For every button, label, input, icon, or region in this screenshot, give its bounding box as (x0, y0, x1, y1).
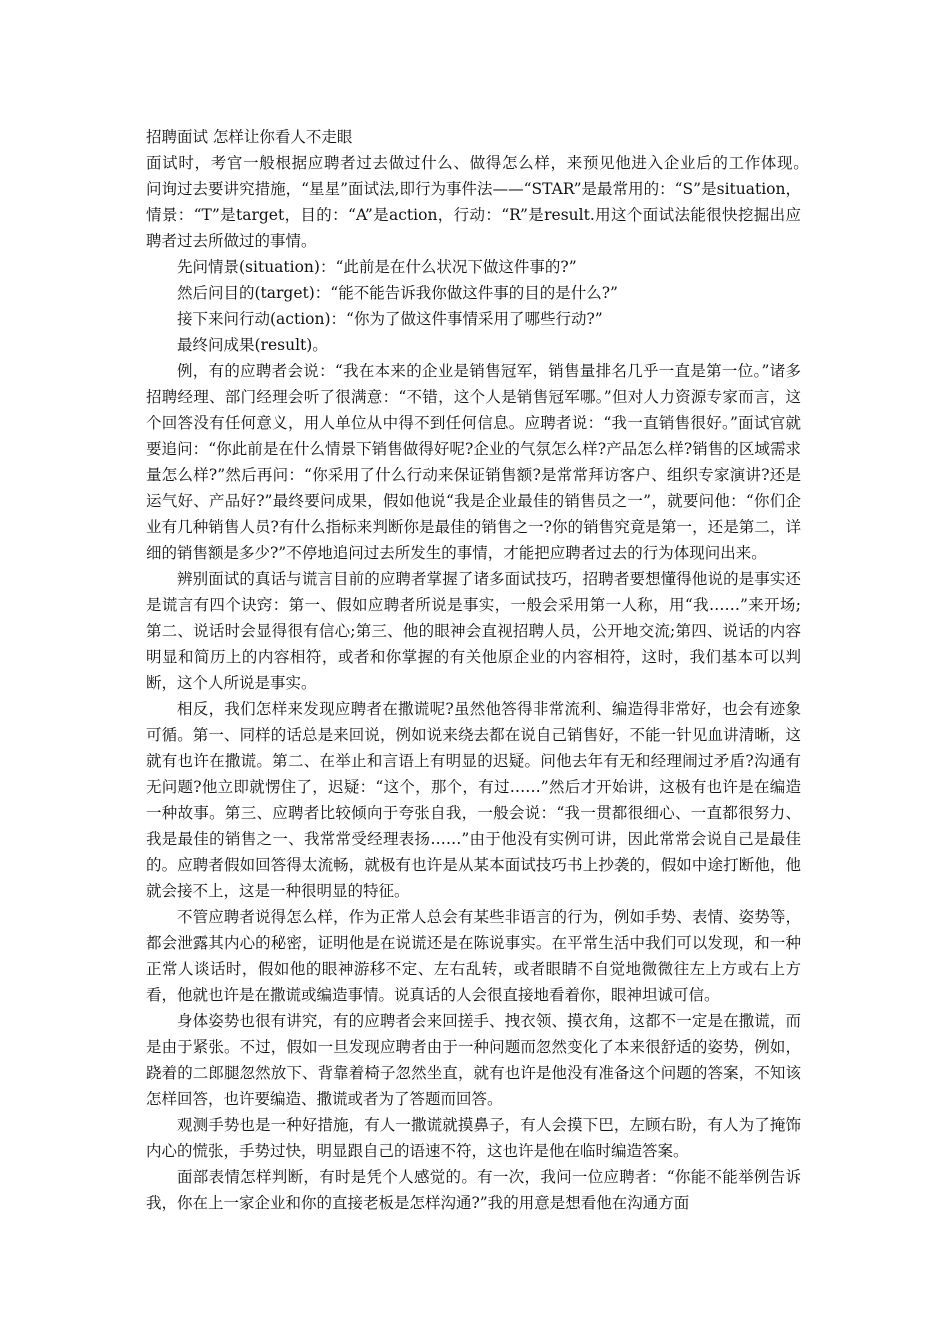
paragraph-target: 然后问目的(target)：“能不能告诉我你做这件事的目的是什么?” (177, 284, 618, 302)
document-page (146, 124, 833, 1216)
paragraph-situation: 先问情景(situation)：“此前是在什么状况下做这件事的?” (177, 258, 577, 276)
paragraph-intro: 面试时，考官一般根据应聘者过去做过什么、做得怎么样，来预见他进入企业后的工作体现。 问询过去要讲究措施，“星星”面试法,即行为事件法——“STAR”是最常用的：“S”是situation，情景：“T”是target，目的：“A”是action，行动：“R”是result.用这个面试法能很快挖掘出应聘者过去所做过的事情。 (146, 154, 833, 250)
paragraph-example: 例，有的应聘者会说：“我在本来的企业是销售冠军，销售量排名几乎一直是第一位。”诸多招聘经理、部门经理会听了很满意：“不错，这个人是销售冠军哪。”但对人力资源专家而言，这个回答没有任何意义，用人单位从中得不到任何信息。应聘者说：“我一直销售很好。”面试官就要追问：“你此前是在什么情景下销售做得好呢?企业的气氛怎么样?产品怎么样?销售的区域需求量怎么样?”然后再问：“你采用了什么行动来保证销售额?是常常拜访客户、组织专家演讲?还是运气好、产品好?”最终要问成果，假如他说“我是企业最佳的销售员之一”，就要问他：“你们企业有几种销售人员?有什么指标来判断你是最佳的销售之一?你的销售究竟是第一，还是第二，详细的销售额是多少?”不停地追问过去所发生的事情，才能把应聘者过去的行为体现问出来。 (146, 362, 801, 562)
paragraph-facial-expression: 面部表情怎样判断，有时是凭个人感觉的。有一次，我问一位应聘者：“你能不能举例告诉我，你在上一家企业和你的直接老板是怎样沟通?”我的用意是想看他在沟通方面 (146, 1168, 801, 1212)
document-title: 招聘面试 怎样让你看人不走眼 (146, 128, 353, 146)
paragraph-detect-lies: 相反，我们怎样来发现应聘者在撒谎呢?虽然他答得非常流利、编造得非常好，也会有迹象可循。第一、同样的话总是来回说，例如说来绕去都在说自己销售好，不能一针见血讲清晰，这就有也许在撒谎。第二、在举止和言语上有明显的迟疑。问他去年有无和经理闹过矛盾?沟通有无问题?他立即就愣住了，迟疑：“这个，那个，有过……”然后才开始讲，这极有也许是在编造一种故事。第三、应聘者比较倾向于夸张自我，一般会说：“我一贯都很细心、一直都很努力、我是最佳的销售之一、我常常受经理表扬……”由于他没有实例可讲，因此常常会说自己是最佳的。应聘者假如回答得太流畅，就极有也许是从某本面试技巧书上抄袭的，假如中途打断他，他就会接不上，这是一种很明显的特征。 (146, 700, 801, 900)
paragraph-result: 最终问成果(result)。 (177, 336, 328, 354)
paragraph-nonverbal: 不管应聘者说得怎么样，作为正常人总会有某些非语言的行为，例如手势、表情、姿势等，都会泄露其内心的秘密，证明他是在说谎还是在陈说事实。在平常生活中我们可以发现，和一种正常人谈话时，假如他的眼神游移不定、左右乱转，或者眼睛不自觉地微微往左上方或右上方看，他就也许是在撒谎或编造事情。说真话的人会很直接地看着你，眼神坦诚可信。 (146, 908, 801, 1004)
paragraph-truth-vs-lies: 辨别面试的真话与谎言目前的应聘者掌握了诸多面试技巧，招聘者要想懂得他说的是事实还是谎言有四个诀窍：第一、假如应聘者所说是事实，一般会采用第一人称，用“我……”来开场;第二、说话时会显得很有信心;第三、他的眼神会直视招聘人员，公开地交流;第四、说话的内容明显和简历上的内容相符，或者和你掌握的有关他原企业的内容相符，这时，我们基本可以判断，这个人所说是事实。 (146, 570, 801, 692)
paragraph-action: 接下来问行动(action)：“你为了做这件事情采用了哪些行动?” (177, 310, 603, 328)
paragraph-posture: 身体姿势也很有讲究，有的应聘者会来回搓手、拽衣领、摸衣角，这都不一定是在撒谎，而是由于紧张。不过，假如一旦发现应聘者由于一种问题而忽然变化了本来很舒适的姿势，例如，跷着的二郎腿忽然放下、背靠着椅子忽然坐直，就有也许是他没有准备这个问题的答案，不知该怎样回答，也许要编造、撒谎或者为了答题而回答。 (146, 1012, 801, 1108)
paragraph-gestures: 观测手势也是一种好措施，有人一撒谎就摸鼻子，有人会摸下巴，左顾右盼，有人为了掩饰内心的慌张，手势过快，明显跟自己的语速不符，这也许是他在临时编造答案。 (146, 1116, 801, 1160)
